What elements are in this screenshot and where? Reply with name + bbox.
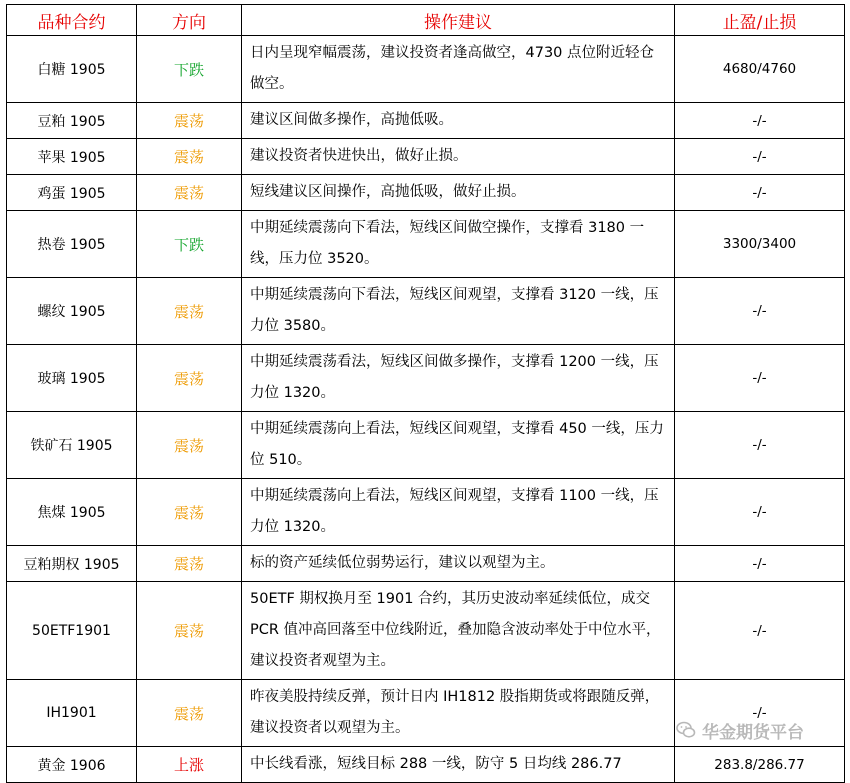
watermark-text: 华金期货平台: [702, 722, 804, 743]
cell-variety: 白糖 1905: [7, 36, 137, 103]
cell-advice: 建议区间做多操作，高抛低吸。: [242, 103, 675, 139]
cell-stop: -/-: [675, 103, 845, 139]
cell-stop: -/-: [675, 139, 845, 175]
header-variety: 品种合约: [7, 5, 137, 36]
table-row: [7, 345, 845, 412]
cell-direction: 下跌: [137, 211, 242, 278]
header-direction: 方向: [137, 5, 242, 36]
cell-advice: 中期延续震荡向下看法，短线区间做空操作，支撑看 3180 一线，压力位 3520。: [242, 211, 675, 278]
cell-direction: 震荡: [137, 103, 242, 139]
cell-stop: -/-: [675, 680, 845, 747]
cell-variety: 热卷 1905: [7, 211, 137, 278]
cell-stop: -/-: [675, 582, 845, 680]
cell-direction: 震荡: [137, 412, 242, 479]
cell-direction: 震荡: [137, 345, 242, 412]
table-row: [7, 747, 845, 783]
cell-variety: 豆粕 1905: [7, 103, 137, 139]
strategy-table: [6, 4, 845, 783]
cell-stop: 4680/4760: [675, 36, 845, 103]
table-row: [7, 175, 845, 211]
watermark: [676, 716, 804, 744]
cell-stop: 283.8/286.77: [675, 747, 845, 783]
cell-advice: 短线建议区间操作，高抛低吸，做好止损。: [242, 175, 675, 211]
cell-advice: 50ETF 期权换月至 1901 合约，其历史波动率延续低位，成交 PCR 值冲高回落至中位线附近，叠加隐含波动率处于中位水平，建议投资者观望为主。: [242, 582, 675, 680]
cell-stop: -/-: [675, 345, 845, 412]
wechat-icon: [676, 720, 696, 740]
cell-stop: 3300/3400: [675, 211, 845, 278]
cell-advice: 标的资产延续低位弱势运行，建议以观望为主。: [242, 546, 675, 582]
cell-stop: -/-: [675, 479, 845, 546]
cell-advice: 中期延续震荡向下看法，短线区间观望，支撑看 3120 一线，压力位 3580。: [242, 278, 675, 345]
table-row: [7, 36, 845, 103]
cell-direction: 震荡: [137, 479, 242, 546]
table-row: [7, 139, 845, 175]
table-row: [7, 211, 845, 278]
table-header-row: [7, 5, 845, 36]
cell-direction: 震荡: [137, 546, 242, 582]
cell-direction: 震荡: [137, 175, 242, 211]
cell-variety: 铁矿石 1905: [7, 412, 137, 479]
cell-advice: 中期延续震荡向上看法，短线区间观望，支撑看 450 一线，压力位 510。: [242, 412, 675, 479]
cell-advice: 中长线看涨，短线目标 288 一线，防守 5 日均线 286.77: [242, 747, 675, 783]
cell-advice: 建议投资者快进快出，做好止损。: [242, 139, 675, 175]
cell-variety: 豆粕期权 1905: [7, 546, 137, 582]
cell-variety: 苹果 1905: [7, 139, 137, 175]
table-row: [7, 582, 845, 680]
cell-advice: 日内呈现窄幅震荡，建议投资者逢高做空，4730 点位附近轻仓做空。: [242, 36, 675, 103]
table-row: [7, 278, 845, 345]
table-row: [7, 479, 845, 546]
cell-stop: -/-: [675, 412, 845, 479]
cell-variety: 黄金 1906: [7, 747, 137, 783]
cell-direction: 震荡: [137, 680, 242, 747]
cell-variety: 焦煤 1905: [7, 479, 137, 546]
cell-advice: 昨夜美股持续反弹，预计日内 IH1812 股指期货或将跟随反弹，建议投资者以观望为主。: [242, 680, 675, 747]
cell-advice: 中期延续震荡向上看法，短线区间观望，支撑看 1100 一线，压力位 1320。: [242, 479, 675, 546]
cell-direction: 上涨: [137, 747, 242, 783]
cell-stop: -/-: [675, 546, 845, 582]
cell-stop: -/-: [675, 278, 845, 345]
cell-variety: 螺纹 1905: [7, 278, 137, 345]
cell-advice: 中期延续震荡看法，短线区间做多操作，支撑看 1200 一线，压力位 1320。: [242, 345, 675, 412]
cell-stop: -/-: [675, 175, 845, 211]
cell-direction: 震荡: [137, 278, 242, 345]
table-row: [7, 412, 845, 479]
cell-variety: 玻璃 1905: [7, 345, 137, 412]
table-row: [7, 546, 845, 582]
header-advice: 操作建议: [242, 5, 675, 36]
cell-variety: 鸡蛋 1905: [7, 175, 137, 211]
cell-direction: 震荡: [137, 582, 242, 680]
header-stop: 止盈/止损: [675, 5, 845, 36]
cell-direction: 下跌: [137, 36, 242, 103]
cell-variety: IH1901: [7, 680, 137, 747]
cell-direction: 震荡: [137, 139, 242, 175]
cell-variety: 50ETF1901: [7, 582, 137, 680]
table-row: [7, 103, 845, 139]
